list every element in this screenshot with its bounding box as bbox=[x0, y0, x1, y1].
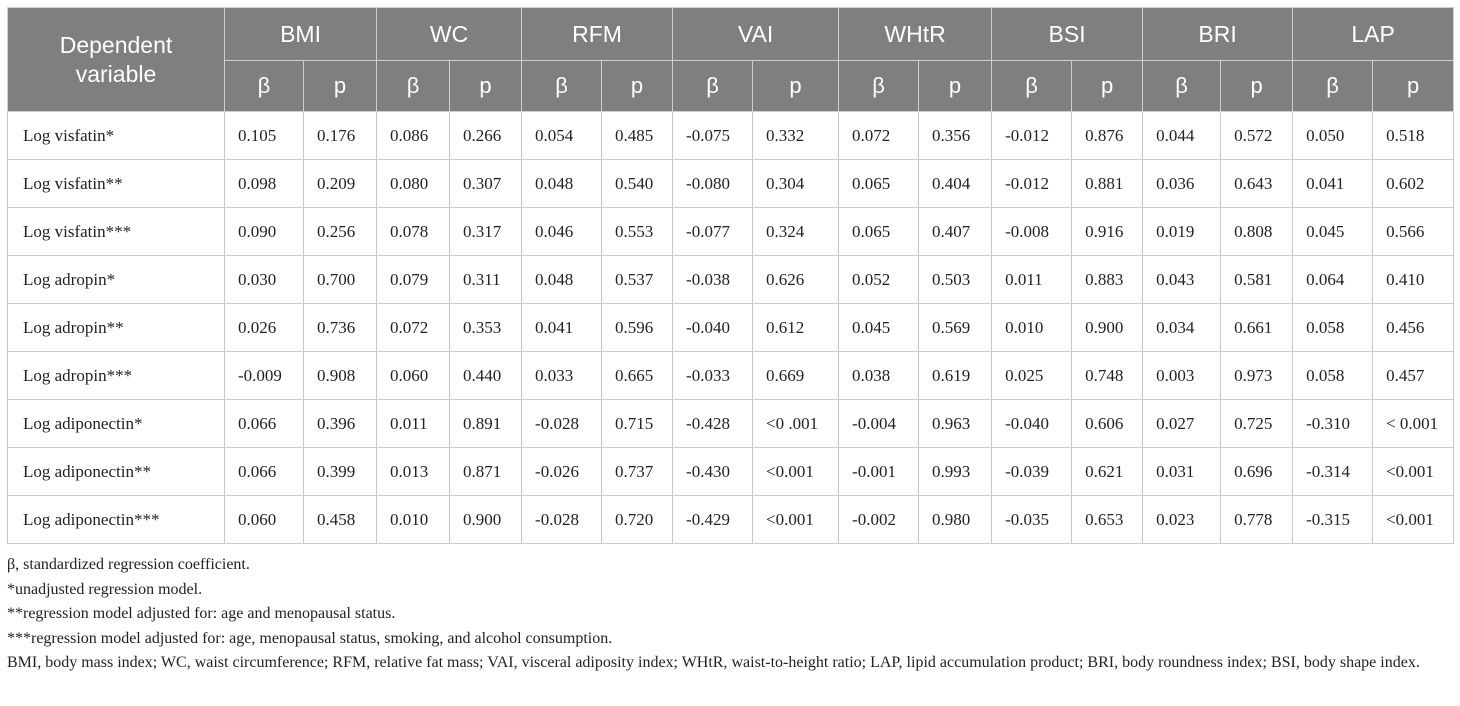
row-label: Log adropin** bbox=[8, 304, 225, 352]
beta-cell: 0.072 bbox=[839, 112, 919, 160]
row-label: Log visfatin* bbox=[8, 112, 225, 160]
beta-cell: -0.033 bbox=[673, 352, 753, 400]
p-value-cell: 0.317 bbox=[450, 208, 522, 256]
beta-cell: 0.038 bbox=[839, 352, 919, 400]
p-value-cell: 0.908 bbox=[304, 352, 377, 400]
p-value-cell: <0 .001 bbox=[753, 400, 839, 448]
row-label: Log adiponectin** bbox=[8, 448, 225, 496]
beta-header: β bbox=[673, 61, 753, 112]
p-value-cell: 0.503 bbox=[919, 256, 992, 304]
beta-cell: -0.026 bbox=[522, 448, 602, 496]
beta-cell: -0.075 bbox=[673, 112, 753, 160]
p-value-cell: 0.900 bbox=[450, 496, 522, 544]
p-value-cell: 0.596 bbox=[602, 304, 673, 352]
beta-cell: -0.012 bbox=[992, 160, 1072, 208]
beta-header: β bbox=[225, 61, 304, 112]
row-label: Log adiponectin* bbox=[8, 400, 225, 448]
beta-cell: 0.033 bbox=[522, 352, 602, 400]
beta-cell: -0.040 bbox=[992, 400, 1072, 448]
table-row bbox=[8, 448, 1454, 496]
p-value-cell: 0.209 bbox=[304, 160, 377, 208]
beta-cell: 0.034 bbox=[1143, 304, 1221, 352]
p-value-cell: 0.404 bbox=[919, 160, 992, 208]
index-header-wc: WC bbox=[377, 8, 522, 61]
p-header: p bbox=[450, 61, 522, 112]
p-value-cell: 0.808 bbox=[1221, 208, 1293, 256]
p-value-cell: 0.566 bbox=[1373, 208, 1454, 256]
beta-cell: 0.046 bbox=[522, 208, 602, 256]
dependent-header-line2: variable bbox=[75, 60, 157, 87]
p-value-cell: 0.396 bbox=[304, 400, 377, 448]
p-value-cell: 0.324 bbox=[753, 208, 839, 256]
p-value-cell: 0.669 bbox=[753, 352, 839, 400]
p-value-cell: 0.653 bbox=[1072, 496, 1143, 544]
header-row-indices bbox=[8, 8, 1454, 61]
p-value-cell: 0.612 bbox=[753, 304, 839, 352]
p-value-cell: 0.485 bbox=[602, 112, 673, 160]
p-value-cell: 0.715 bbox=[602, 400, 673, 448]
beta-cell: -0.039 bbox=[992, 448, 1072, 496]
p-value-cell: 0.720 bbox=[602, 496, 673, 544]
beta-cell: -0.310 bbox=[1293, 400, 1373, 448]
beta-cell: 0.031 bbox=[1143, 448, 1221, 496]
beta-cell: -0.428 bbox=[673, 400, 753, 448]
beta-cell: 0.048 bbox=[522, 256, 602, 304]
p-value-cell: 0.399 bbox=[304, 448, 377, 496]
p-value-cell: 0.916 bbox=[1072, 208, 1143, 256]
beta-header: β bbox=[522, 61, 602, 112]
p-value-cell: 0.748 bbox=[1072, 352, 1143, 400]
p-value-cell: 0.569 bbox=[919, 304, 992, 352]
index-header-vai: VAI bbox=[673, 8, 839, 61]
index-header-bsi: BSI bbox=[992, 8, 1143, 61]
table-container bbox=[7, 7, 1453, 544]
footnote-unadjusted: *unadjusted regression model. bbox=[7, 580, 203, 598]
beta-cell: 0.011 bbox=[377, 400, 450, 448]
p-value-cell: 0.176 bbox=[304, 112, 377, 160]
beta-cell: 0.058 bbox=[1293, 304, 1373, 352]
beta-cell: 0.098 bbox=[225, 160, 304, 208]
beta-cell: 0.011 bbox=[992, 256, 1072, 304]
beta-cell: 0.026 bbox=[225, 304, 304, 352]
beta-cell: 0.072 bbox=[377, 304, 450, 352]
p-value-cell: 0.621 bbox=[1072, 448, 1143, 496]
header-row-stats bbox=[8, 61, 1454, 112]
p-value-cell: 0.410 bbox=[1373, 256, 1454, 304]
beta-cell: 0.064 bbox=[1293, 256, 1373, 304]
p-value-cell: <0.001 bbox=[753, 496, 839, 544]
p-value-cell: 0.737 bbox=[602, 448, 673, 496]
beta-cell: 0.066 bbox=[225, 400, 304, 448]
beta-cell: 0.036 bbox=[1143, 160, 1221, 208]
p-value-cell: 0.256 bbox=[304, 208, 377, 256]
beta-cell: 0.048 bbox=[522, 160, 602, 208]
p-value-cell: 0.356 bbox=[919, 112, 992, 160]
p-value-cell: 0.883 bbox=[1072, 256, 1143, 304]
beta-cell: 0.078 bbox=[377, 208, 450, 256]
p-value-cell: 0.619 bbox=[919, 352, 992, 400]
beta-cell: 0.043 bbox=[1143, 256, 1221, 304]
p-value-cell: 0.700 bbox=[304, 256, 377, 304]
beta-cell: 0.086 bbox=[377, 112, 450, 160]
p-value-cell: 0.407 bbox=[919, 208, 992, 256]
p-value-cell: <0.001 bbox=[753, 448, 839, 496]
p-value-cell: 0.332 bbox=[753, 112, 839, 160]
table-row bbox=[8, 160, 1454, 208]
beta-cell: 0.058 bbox=[1293, 352, 1373, 400]
beta-cell: 0.019 bbox=[1143, 208, 1221, 256]
beta-cell: 0.041 bbox=[522, 304, 602, 352]
beta-cell: 0.105 bbox=[225, 112, 304, 160]
row-label: Log adropin*** bbox=[8, 352, 225, 400]
index-header-bmi: BMI bbox=[225, 8, 377, 61]
beta-cell: -0.035 bbox=[992, 496, 1072, 544]
p-value-cell: 0.266 bbox=[450, 112, 522, 160]
beta-cell: 0.052 bbox=[839, 256, 919, 304]
p-value-cell: 0.572 bbox=[1221, 112, 1293, 160]
p-header: p bbox=[919, 61, 992, 112]
p-value-cell: 0.661 bbox=[1221, 304, 1293, 352]
beta-cell: 0.027 bbox=[1143, 400, 1221, 448]
beta-cell: 0.080 bbox=[377, 160, 450, 208]
beta-cell: 0.023 bbox=[1143, 496, 1221, 544]
beta-header: β bbox=[377, 61, 450, 112]
footnote-abbreviations: BMI, body mass index; WC, waist circumference; RFM, relative fat mass; VAI, visceral adiposity index; WHtR, waist-to-height ratio; LAP, lipid accumulation product; BRI, body roundness index; BSI, body shape index. bbox=[7, 654, 1420, 671]
beta-cell: 0.050 bbox=[1293, 112, 1373, 160]
beta-cell: -0.314 bbox=[1293, 448, 1373, 496]
p-value-cell: 0.456 bbox=[1373, 304, 1454, 352]
table-row bbox=[8, 256, 1454, 304]
p-value-cell: 0.891 bbox=[450, 400, 522, 448]
p-value-cell: 0.871 bbox=[450, 448, 522, 496]
table-row bbox=[8, 400, 1454, 448]
beta-cell: 0.045 bbox=[1293, 208, 1373, 256]
beta-cell: -0.001 bbox=[839, 448, 919, 496]
beta-cell: 0.054 bbox=[522, 112, 602, 160]
p-value-cell: 0.973 bbox=[1221, 352, 1293, 400]
beta-cell: -0.008 bbox=[992, 208, 1072, 256]
beta-cell: 0.030 bbox=[225, 256, 304, 304]
table-body bbox=[8, 112, 1454, 544]
table-row bbox=[8, 304, 1454, 352]
beta-cell: 0.060 bbox=[225, 496, 304, 544]
p-value-cell: 0.626 bbox=[753, 256, 839, 304]
index-header-bri: BRI bbox=[1143, 8, 1293, 61]
beta-cell: -0.040 bbox=[673, 304, 753, 352]
beta-cell: 0.090 bbox=[225, 208, 304, 256]
beta-cell: -0.038 bbox=[673, 256, 753, 304]
beta-cell: 0.079 bbox=[377, 256, 450, 304]
index-header-whtr: WHtR bbox=[839, 8, 992, 61]
index-header-rfm: RFM bbox=[522, 8, 673, 61]
beta-cell: -0.028 bbox=[522, 496, 602, 544]
p-header: p bbox=[1221, 61, 1293, 112]
beta-cell: 0.010 bbox=[992, 304, 1072, 352]
footnote-adjusted-age-menopause: **regression model adjusted for: age and menopausal status. bbox=[7, 605, 396, 622]
p-value-cell: 0.311 bbox=[450, 256, 522, 304]
beta-header: β bbox=[839, 61, 919, 112]
row-label: Log adropin* bbox=[8, 256, 225, 304]
p-value-cell: 0.307 bbox=[450, 160, 522, 208]
index-header-lap: LAP bbox=[1293, 8, 1454, 61]
beta-cell: -0.077 bbox=[673, 208, 753, 256]
dependent-variable-header bbox=[8, 8, 225, 112]
p-value-cell: 0.993 bbox=[919, 448, 992, 496]
beta-cell: -0.429 bbox=[673, 496, 753, 544]
p-value-cell: <0.001 bbox=[1373, 496, 1454, 544]
p-value-cell: 0.778 bbox=[1221, 496, 1293, 544]
p-value-cell: 0.665 bbox=[602, 352, 673, 400]
p-value-cell: 0.537 bbox=[602, 256, 673, 304]
p-value-cell: 0.606 bbox=[1072, 400, 1143, 448]
p-value-cell: 0.553 bbox=[602, 208, 673, 256]
beta-cell: 0.013 bbox=[377, 448, 450, 496]
p-value-cell: 0.696 bbox=[1221, 448, 1293, 496]
beta-cell: -0.315 bbox=[1293, 496, 1373, 544]
p-value-cell: 0.458 bbox=[304, 496, 377, 544]
p-value-cell: 0.602 bbox=[1373, 160, 1454, 208]
p-value-cell: 0.876 bbox=[1072, 112, 1143, 160]
row-label: Log visfatin** bbox=[8, 160, 225, 208]
beta-cell: 0.003 bbox=[1143, 352, 1221, 400]
p-header: p bbox=[602, 61, 673, 112]
dependent-header-line1: Dependent bbox=[59, 31, 173, 58]
regression-table bbox=[7, 7, 1454, 544]
p-value-cell: 0.643 bbox=[1221, 160, 1293, 208]
beta-cell: 0.025 bbox=[992, 352, 1072, 400]
beta-cell: -0.080 bbox=[673, 160, 753, 208]
beta-cell: -0.028 bbox=[522, 400, 602, 448]
p-header: p bbox=[304, 61, 377, 112]
beta-cell: -0.430 bbox=[673, 448, 753, 496]
beta-cell: 0.045 bbox=[839, 304, 919, 352]
p-value-cell: 0.963 bbox=[919, 400, 992, 448]
p-value-cell: 0.581 bbox=[1221, 256, 1293, 304]
beta-header: β bbox=[1143, 61, 1221, 112]
table-footnotes bbox=[7, 553, 1453, 676]
beta-cell: 0.060 bbox=[377, 352, 450, 400]
beta-header: β bbox=[992, 61, 1072, 112]
table-row bbox=[8, 112, 1454, 160]
p-value-cell: 0.353 bbox=[450, 304, 522, 352]
p-value-cell: <0.001 bbox=[1373, 448, 1454, 496]
beta-cell: -0.009 bbox=[225, 352, 304, 400]
table-row bbox=[8, 208, 1454, 256]
p-header: p bbox=[1373, 61, 1454, 112]
table-row bbox=[8, 352, 1454, 400]
beta-cell: 0.044 bbox=[1143, 112, 1221, 160]
p-value-cell: 0.440 bbox=[450, 352, 522, 400]
table-row bbox=[8, 496, 1454, 544]
p-value-cell: 0.304 bbox=[753, 160, 839, 208]
beta-header: β bbox=[1293, 61, 1373, 112]
beta-cell: 0.066 bbox=[225, 448, 304, 496]
beta-cell: 0.065 bbox=[839, 160, 919, 208]
p-value-cell: 0.736 bbox=[304, 304, 377, 352]
footnote-beta: β, standardized regression coefficient. bbox=[7, 556, 250, 573]
beta-cell: 0.041 bbox=[1293, 160, 1373, 208]
p-value-cell: 0.457 bbox=[1373, 352, 1454, 400]
p-value-cell: 0.881 bbox=[1072, 160, 1143, 208]
p-header: p bbox=[753, 61, 839, 112]
row-label: Log visfatin*** bbox=[8, 208, 225, 256]
p-value-cell: 0.518 bbox=[1373, 112, 1454, 160]
p-header: p bbox=[1072, 61, 1143, 112]
p-value-cell: 0.900 bbox=[1072, 304, 1143, 352]
beta-cell: -0.004 bbox=[839, 400, 919, 448]
beta-cell: -0.002 bbox=[839, 496, 919, 544]
footnote-adjusted-full: ***regression model adjusted for: age, menopausal status, smoking, and alcohol consumption. bbox=[7, 629, 613, 647]
row-label: Log adiponectin*** bbox=[8, 496, 225, 544]
p-value-cell: 0.540 bbox=[602, 160, 673, 208]
p-value-cell: 0.980 bbox=[919, 496, 992, 544]
beta-cell: 0.010 bbox=[377, 496, 450, 544]
p-value-cell: < 0.001 bbox=[1373, 400, 1454, 448]
p-value-cell: 0.725 bbox=[1221, 400, 1293, 448]
beta-cell: 0.065 bbox=[839, 208, 919, 256]
beta-cell: -0.012 bbox=[992, 112, 1072, 160]
